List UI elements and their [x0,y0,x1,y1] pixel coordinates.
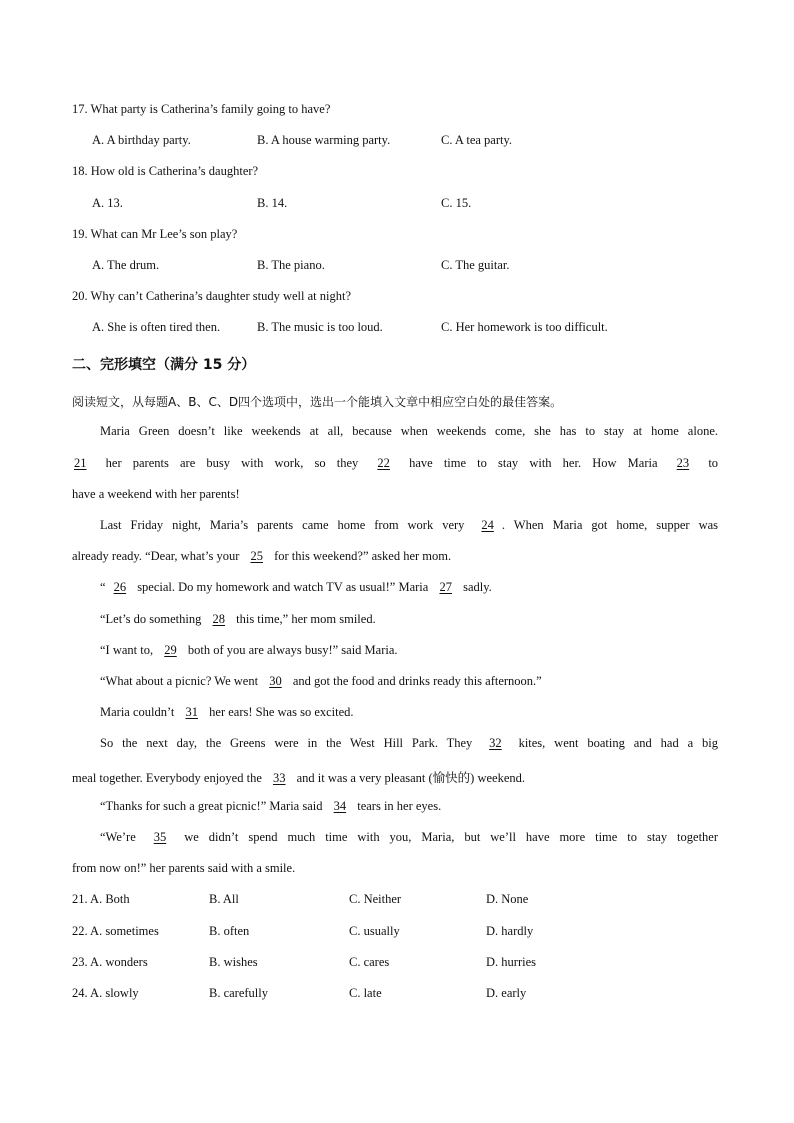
blank-29: 29 [164,643,177,657]
question-17: 17. What party is Catherina’s family going to have? [72,102,331,116]
section-title: 二、完形填空（满分 15 分） [72,357,256,373]
q20-option-a: A. She is often tired then. [92,320,221,334]
q18-option-b: B. 14. [257,196,288,210]
question-20: 20. Why can’t Catherina’s daughter study well at night? [72,289,351,303]
passage-text: special. Do my homework and watch TV as usual!” Maria [137,580,429,594]
passage-text: we didn’t spend much time with you, Maria, but we’ll have more time to stay together [184,830,719,844]
choice-22-b: B. often [209,924,250,938]
choice-21-d: D. None [486,892,529,906]
passage-text: “What about a picnic? We went [100,674,259,688]
choice-21-b: B. All [209,892,239,906]
passage-text: “We’re [100,830,136,844]
choice-23-b: B. wishes [209,955,258,969]
passage-line-15: from now on!” her parents said with a smile. [72,861,296,875]
passage-text: sadly. [463,580,492,594]
passage-text: for this weekend?” asked her mom. [274,549,452,563]
blank-22: 22 [377,456,390,470]
blank-35: 35 [153,830,167,844]
passage-line-11 [100,736,718,751]
passage-line-4 [100,518,718,533]
blank-28: 28 [212,612,225,626]
passage-line-5 [72,549,718,564]
blank-32: 32 [489,736,502,750]
q18-option-a: A. 13. [92,196,123,210]
passage-line-14 [100,830,718,845]
passage-text: “I want to, [100,643,154,657]
passage-text: “Let’s do something [100,612,202,626]
passage-line-8 [100,643,398,658]
blank-25: 25 [250,549,263,563]
passage-text: have time to stay with her. How Maria [409,456,658,470]
passage-text: So the next day, the Greens were in the West Hill Park. They [100,736,473,750]
passage-text: “ [100,580,106,594]
choice-23-d: D. hurries [486,955,536,969]
blank-24: 24 [481,518,494,532]
choice-22-d: D. hardly [486,924,534,938]
blank-31: 31 [185,705,199,719]
passage-text: Maria couldn’t [100,705,175,719]
blank-33: 33 [273,771,286,785]
choice-21-c: C. Neither [349,892,402,906]
blank-34: 34 [333,799,347,813]
q20-option-c: C. Her homework is too difficult. [441,320,608,334]
q17-option-a: A. A birthday party. [92,133,191,147]
q18-option-c: C. 15. [441,196,472,210]
passage-text: Last Friday night, Maria’s parents came home from work very [100,518,465,532]
passage-text: already ready. “Dear, what’s your [72,549,240,563]
choice-21-a: 21. A. Both [72,892,130,906]
passage-line-13 [100,799,441,814]
q20-option-b: B. The music is too loud. [257,320,383,334]
choice-24-d: D. early [486,986,527,1000]
passage-text: “Thanks for such a great picnic!” Maria said [100,799,323,813]
q17-option-b: B. A house warming party. [257,133,391,147]
blank-21: 21 [74,456,87,470]
passage-text: and it was a very pleasant (愉快的) weekend. [296,771,526,785]
passage-text: this time,” her mom smiled. [236,612,376,626]
passage-line-2 [72,456,718,471]
choice-24-c: C. late [349,986,382,1000]
blank-27: 27 [439,580,452,594]
q17-option-c: C. A tea party. [441,133,513,147]
passage-text: her parents are busy with work, so they [105,456,359,470]
passage-line-3: have a weekend with her parents! [72,487,240,501]
q19-option-a: A. The drum. [92,258,160,272]
blank-30: 30 [269,674,282,688]
question-19: 19. What can Mr Lee’s son play? [72,227,238,241]
q19-option-b: B. The piano. [257,258,325,272]
choice-24-a: 24. A. slowly [72,986,139,1000]
question-18: 18. How old is Catherina’s daughter? [72,164,259,178]
passage-text: tears in her eyes. [357,799,442,813]
blank-26: 26 [113,580,127,594]
passage-text: her ears! She was so excited. [209,705,354,719]
choice-23-c: C. cares [349,955,390,969]
passage-text: meal together. Everybody enjoyed the [72,771,262,785]
section-instruction: 阅读短文，从每题A、B、C、D四个选项中，选出一个能填入文章中相应空白处的最佳答案。 [72,395,563,409]
q19-option-c: C. The guitar. [441,258,510,272]
choice-22-a: 22. A. sometimes [72,924,159,938]
passage-text: to [708,456,719,470]
choice-23-a: 23. A. wonders [72,955,148,969]
passage-line-12 [72,768,718,786]
passage-line-6 [100,580,492,595]
blank-23: 23 [676,456,690,470]
passage-text: and got the food and drinks ready this afternoon.” [292,674,542,688]
passage-line-7 [100,612,376,627]
passage-line-10 [100,705,354,720]
passage-text: both of you are always busy!” said Maria. [187,643,398,657]
choice-24-b: B. carefully [209,986,269,1000]
passage-text: kites, went boating and had a big [518,736,718,750]
choice-22-c: C. usually [349,924,400,938]
passage-line-1: Maria Green doesn’t like weekends at all, because when weekends come, she has to stay at home alone. [100,424,718,438]
passage-text: . When Maria got home, supper was [501,518,719,532]
passage-line-9 [100,674,542,689]
